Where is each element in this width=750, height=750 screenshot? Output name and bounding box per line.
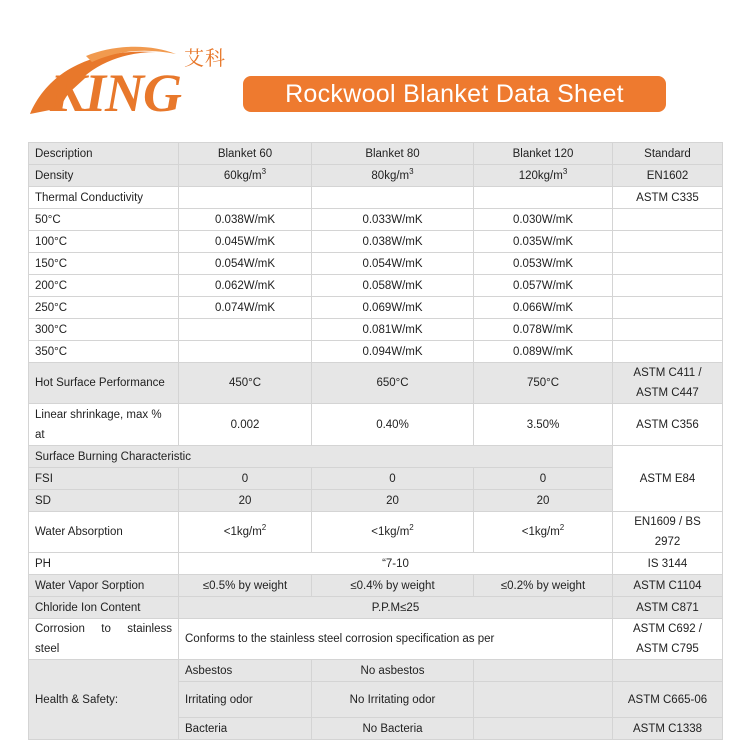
water-absorption-label: Water Absorption (29, 512, 179, 553)
surface-burning-label: Surface Burning Characteristic (29, 446, 613, 468)
shrinkage-label: Linear shrinkage, max % at (29, 404, 179, 446)
sd-b80: 20 (312, 490, 474, 512)
health-standard (613, 660, 723, 682)
thermal-b80: 0.094W/mK (312, 341, 474, 363)
density-row (29, 165, 723, 187)
health-value: No Irritating odor (312, 682, 474, 718)
thermal-conductivity-row (29, 187, 723, 209)
table-row (29, 231, 723, 253)
col-header-standard: Standard (613, 143, 723, 165)
shrinkage-b120: 3.50% (474, 404, 613, 446)
chloride-row (29, 597, 723, 619)
water-absorption-standard: EN1609 / BS 2972 (613, 512, 723, 553)
thermal-b80: 0.054W/mK (312, 253, 474, 275)
water-absorption-b80: $<1kg/m^2$ (312, 512, 474, 553)
hot-surface-row (29, 363, 723, 404)
corrosion-label: Corrosion to stainless steel (29, 619, 179, 660)
health-standard: ASTM C665-06 (613, 682, 723, 718)
density-b60: $60kg/m^3$ (179, 165, 312, 187)
table-row (29, 297, 723, 319)
health-row (29, 660, 723, 682)
logo-chinese-text: 艾科 (184, 46, 226, 70)
table-row (29, 341, 723, 363)
chloride-value: P.P.M≤25 (179, 597, 613, 619)
table-row (29, 253, 723, 275)
water-absorption-b60: $<1kg/m^2$ (179, 512, 312, 553)
thermal-b120: 0.089W/mK (474, 341, 613, 363)
thermal-b60 (179, 319, 312, 341)
health-label: Health & Safety: (29, 660, 179, 740)
chloride-label: Chloride Ion Content (29, 597, 179, 619)
table-row (29, 319, 723, 341)
temp-label: 250°C (29, 297, 179, 319)
chloride-standard: ASTM C871 (613, 597, 723, 619)
temp-label: 50°C (29, 209, 179, 231)
thermal-standard: ASTM C335 (613, 187, 723, 209)
sd-label: SD (29, 490, 179, 512)
fsi-label: FSI (29, 468, 179, 490)
thermal-b120: 0.078W/mK (474, 319, 613, 341)
thermal-b80: 0.081W/mK (312, 319, 474, 341)
water-absorption-b120: $<1kg/m^2$ (474, 512, 613, 553)
logo-text: KING (50, 63, 182, 123)
density-b80: $80kg/m^3$ (312, 165, 474, 187)
health-item: Asbestos (179, 660, 312, 682)
col-header-blanket-120: Blanket 120 (474, 143, 613, 165)
health-item: Bacteria (179, 718, 312, 740)
thermal-b60: 0.038W/mK (179, 209, 312, 231)
thermal-b120: 0.053W/mK (474, 253, 613, 275)
col-header-description: Description (29, 143, 179, 165)
vapor-b120: ≤0.2% by weight (474, 575, 613, 597)
col-header-blanket-60: Blanket 60 (179, 143, 312, 165)
vapor-b60: ≤0.5% by weight (179, 575, 312, 597)
corrosion-value: Conforms to the stainless steel corrosion specification as per (179, 619, 613, 660)
thermal-b80: 0.038W/mK (312, 231, 474, 253)
thermal-b60: 0.045W/mK (179, 231, 312, 253)
hot-surface-b120: 750°C (474, 363, 613, 404)
surface-burning-standard: ASTM E84 (613, 446, 723, 512)
table-row (29, 275, 723, 297)
col-header-blanket-80: Blanket 80 (312, 143, 474, 165)
water-absorption-row (29, 512, 723, 553)
thermal-b60: 0.054W/mK (179, 253, 312, 275)
temp-label: 200°C (29, 275, 179, 297)
vapor-label: Water Vapor Sorption (29, 575, 179, 597)
hot-surface-b60: 450°C (179, 363, 312, 404)
thermal-label: Thermal Conductivity (29, 187, 179, 209)
shrinkage-standard: ASTM C356 (613, 404, 723, 446)
health-value: No Bacteria (312, 718, 474, 740)
fsi-b60: 0 (179, 468, 312, 490)
hot-surface-b80: 650°C (312, 363, 474, 404)
thermal-b80: 0.058W/mK (312, 275, 474, 297)
corrosion-row (29, 619, 723, 660)
shrinkage-row (29, 404, 723, 446)
temp-label: 100°C (29, 231, 179, 253)
sd-b60: 20 (179, 490, 312, 512)
temp-label: 150°C (29, 253, 179, 275)
thermal-b80: 0.069W/mK (312, 297, 474, 319)
thermal-b80: 0.033W/mK (312, 209, 474, 231)
fsi-b120: 0 (474, 468, 613, 490)
sd-b120: 20 (474, 490, 613, 512)
page-title: Rockwool Blanket Data Sheet (243, 76, 666, 112)
data-sheet-table (28, 142, 723, 740)
fsi-b80: 0 (312, 468, 474, 490)
ph-standard: IS 3144 (613, 553, 723, 575)
health-value: No asbestos (312, 660, 474, 682)
thermal-b60: 0.062W/mK (179, 275, 312, 297)
health-item: Irritating odor (179, 682, 312, 718)
temp-label: 350°C (29, 341, 179, 363)
density-b120: $120kg/m^3$ (474, 165, 613, 187)
table-header-row (29, 143, 723, 165)
shrinkage-b60: 0.002 (179, 404, 312, 446)
ph-row (29, 553, 723, 575)
vapor-row (29, 575, 723, 597)
thermal-b120: 0.057W/mK (474, 275, 613, 297)
surface-burning-row (29, 446, 723, 468)
brand-logo (26, 36, 236, 123)
thermal-b120: 0.030W/mK (474, 209, 613, 231)
density-standard: EN1602 (613, 165, 723, 187)
temp-label: 300°C (29, 319, 179, 341)
thermal-b60: 0.074W/mK (179, 297, 312, 319)
table-row (29, 209, 723, 231)
thermal-b60 (179, 341, 312, 363)
density-label: Density (29, 165, 179, 187)
ph-value: “7-10 (179, 553, 613, 575)
health-standard: ASTM C1338 (613, 718, 723, 740)
thermal-b120: 0.035W/mK (474, 231, 613, 253)
vapor-standard: ASTM C1104 (613, 575, 723, 597)
vapor-b80: ≤0.4% by weight (312, 575, 474, 597)
hot-surface-standard: ASTM C411 / ASTM C447 (613, 363, 723, 404)
hot-surface-label: Hot Surface Performance (29, 363, 179, 404)
shrinkage-b80: 0.40% (312, 404, 474, 446)
ph-label: PH (29, 553, 179, 575)
corrosion-standard: ASTM C692 / ASTM C795 (613, 619, 723, 660)
thermal-b120: 0.066W/mK (474, 297, 613, 319)
